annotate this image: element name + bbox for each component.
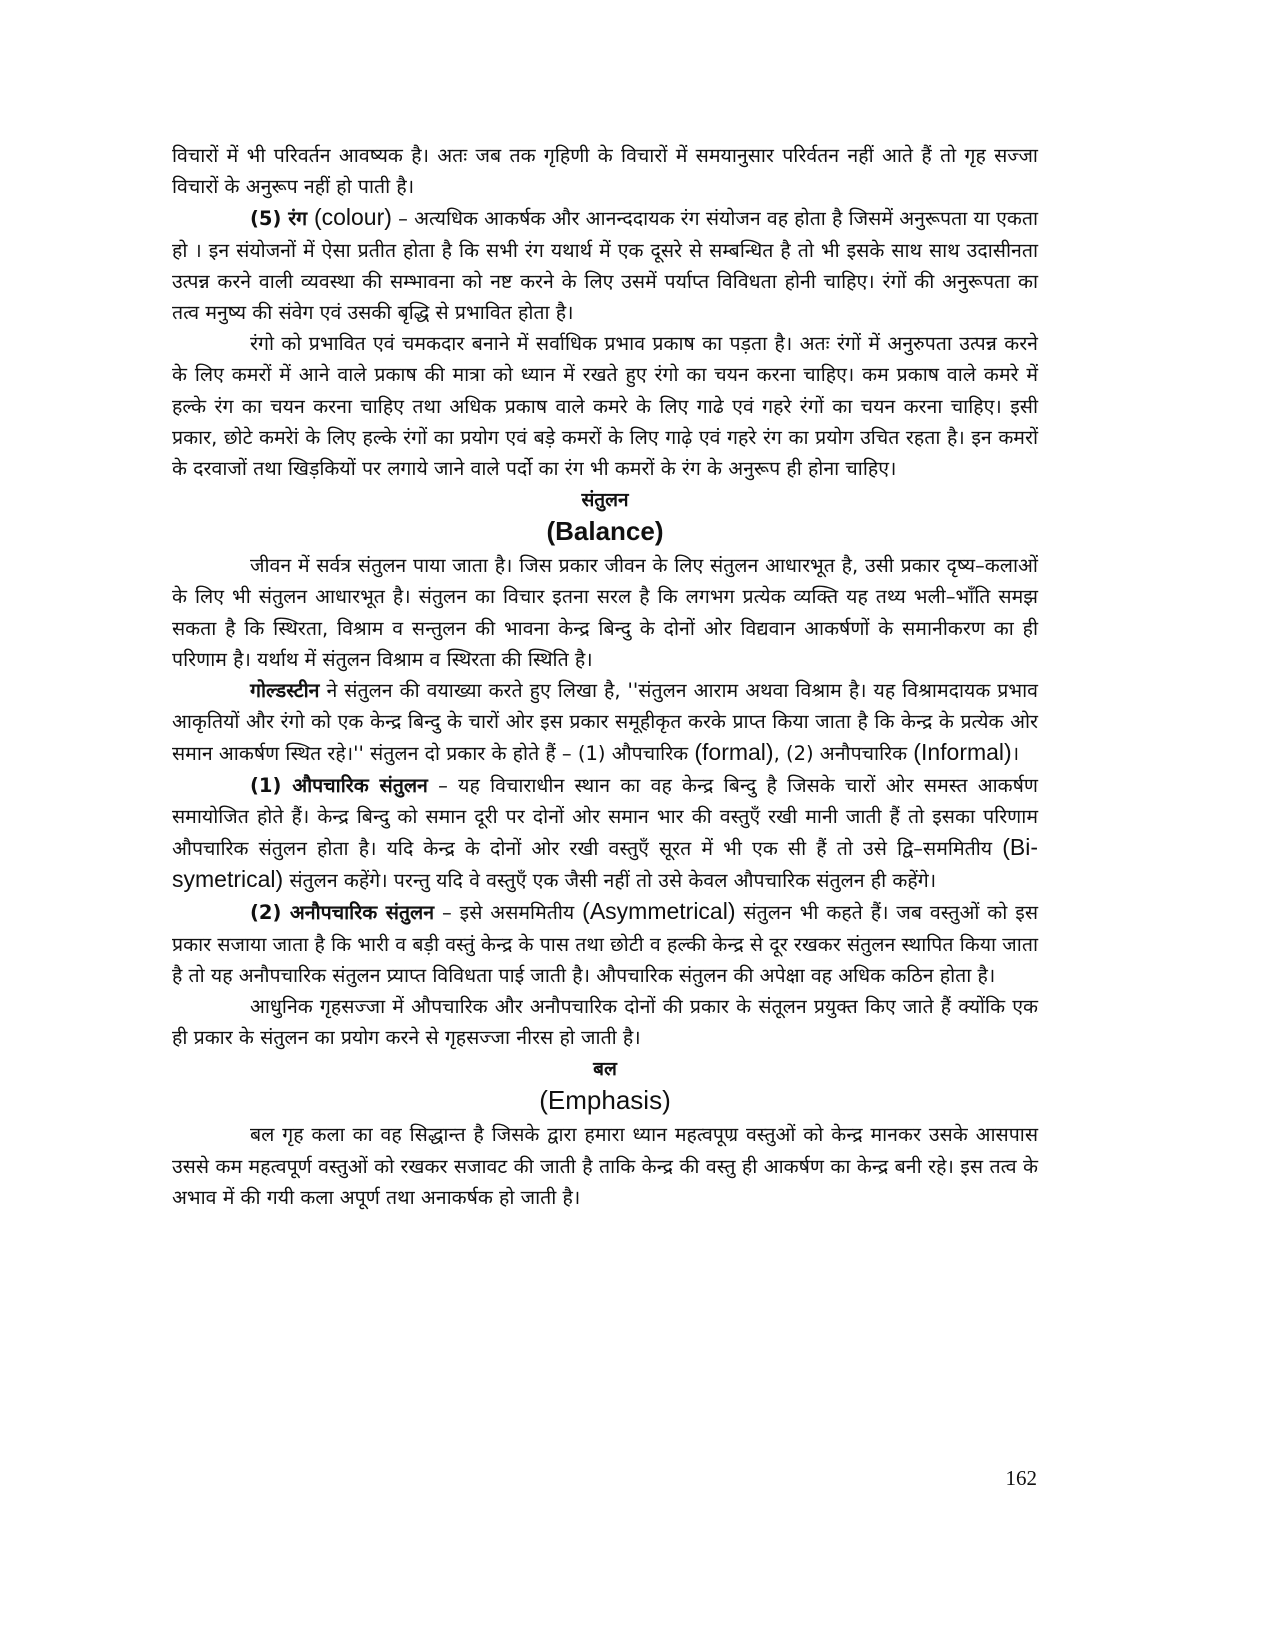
goldstein-name: गोल्डस्टीन xyxy=(250,679,320,703)
formal-balance-lead: (1) औपचारिक संतुलन xyxy=(250,773,428,797)
emphasis-paragraph: बल गृह कला का वह सिद्धान्त है जिसके द्वारा हमारा ध्यान महत्वपूण्र वस्तुओं को केन्द्र मानकर उसके आसपास उससे कम महत्वपूर्ण वस्तुओं को रखकर सजावट की जाती है ताकि केन्द्र की वस्तु ही आकर्षण का केन्द्र बनी रहे। इस तत्व के अभाव में की गयी कला अपूर्ण तथा अनाकर्षक हो जाती है। xyxy=(172,1123,1038,1209)
emphasis-heading-english: (Emphasis) xyxy=(539,1085,671,1116)
page-content xyxy=(172,140,1038,1213)
emphasis-heading-hindi: बल xyxy=(593,1058,617,1081)
informal-balance-lead: (2) अनौपचारिक संतुलन xyxy=(250,901,435,925)
informal-balance-paragraph: (2) अनौपचारिक संतुलन – इसे असममितीय (Asymmetrical) संतुलन भी कहते हैं। जब वस्तुओं को इस प्रकार सजाया जाता है कि भारी व बड़ी वस्तुं केन्द्र के पास तथा छोटी व हल्की केन्द्र से दूर रखकर संतुलन स्थापित किया जाता है तो यह अनौपचारिक संतुलन प्र्याप्त विविधता पाई जाती है। औपचारिक संतुलन की अपेक्षा वह अधिक कठिन होता है। xyxy=(172,898,1038,987)
modern-decor-paragraph: आधुनिक गृहसज्जा में औपचारिक और अनौपचारिक दोनों की प्रकार के संतूलन प्रयुक्त किए जाते हैं क्योंकि एक ही प्रकार के संतुलन का प्रयोग करने से गृहसज्जा नीरस हो जाती है। xyxy=(172,995,1038,1050)
goldstein-paragraph: गोल्डस्टीन ने संतुलन की वयाख्या करते हुए लिखा है, ''संतुलन आराम अथवा विश्राम है। यह विश्रामदायक प्रभाव आकृतियों और रंगो को एक केन्द्र बिन्दु के चारों ओर इस प्रकार समूहीकृत करके प्राप्त किया जाता है कि केन्द्र के प्रत्येक ओर समान आकर्षण स्थित रहे।'' संतुलन दो प्रकार के होते हैं – (1) औपचारिक (formal), (2) अनौपचारिक (Informal)। xyxy=(172,679,1038,766)
colour-paragraph: (5) रंग (colour) – अत्यधिक आकर्षक और आनन्ददायक रंग संयोजन वह होता है जिसमें अनुरूपता या एकता हो । इन संयोजनों में ऐसा प्रतीत होता है कि सभी रंग यथार्थ में एक दूसरे से सम्बन्धित है तो भी इसके साथ साथ उदासीनता उत्पन्न करने वाली व्यवस्था की सम्भावना को नष्ट करने के लिए उसमें पर्याप्त विविधता होनी चाहिए। रंगों की अनुरूपता का तत्व मनुष्य की संवेग एवं उसकी बृद्धि से प्रभावित होता है। xyxy=(172,204,1038,325)
intro-paragraph: विचारों में भी परिवर्तन आवष्यक है। अतः जब तक गृहिणी के विचारों में समयानुसार परिर्वतन नहीं आते हैं तो गृह सज्जा विचारों के अनुरूप नहीं हो पाती है। xyxy=(172,144,1038,199)
colour-lead: (5) रंग (colour) xyxy=(250,204,392,231)
balance-heading-hindi: संतुलन xyxy=(581,489,629,512)
page-number: 162 xyxy=(1005,1466,1037,1490)
bi-symetrical-term: (Bi-symetrical) xyxy=(172,834,1038,893)
informal-term: (Informal) xyxy=(913,739,1012,766)
formal-balance-paragraph: (1) औपचारिक संतुलन – यह विचाराधीन स्थान का वह केन्द्र बिन्दु है जिसके चारों ओर समस्त आकर्षण समायोजित होते हैं। केन्द्र बिन्दु को समान दूरी पर दोनों ओर समान भार की वस्तुएँ रखी मानी जाती हैं तो इसका परिणाम औपचारिक संतुलन होता है। यदि केन्द्र के दोनों ओर रखी वस्तुएँ सूरत में भी एक सी हैं तो उसे द्वि–सममितीय (Bi-symetrical) संतुलन कहेंगे। परन्तु यदि वे वस्तुएँ एक जैसी नहीं तो उसे केवल औपचारिक संतुलन ही कहेंगे। xyxy=(172,773,1038,893)
asymmetrical-term: (Asymmetrical) xyxy=(582,898,736,925)
balance-heading-english: (Balance) xyxy=(546,516,664,547)
balance-intro-paragraph: जीवन में सर्वत्र संतुलन पाया जाता है। जिस प्रकार जीवन के लिए संतुलन आधारभूत है, उसी प्रकार दृष्य–कलाओं के लिए भी संतुलन आधारभूत है। संतुलन का विचार इतना सरल है कि लगभग प्रत्येक व्यक्ति यह तथ्य भली–भाँति समझ सकता है कि स्थिरता, विश्राम व सन्तुलन की भावना केन्द्र बिन्दु के दोनों ओर विद्यवान आकर्षणों के समानीकरण का ही परिणाम है। यर्थाथ में संतुलन विश्राम व स्थिरता की स्थिति है। xyxy=(172,554,1038,671)
colour-light-paragraph: रंगो को प्रभावित एवं चमकदार बनाने में सर्वाधिक प्रभाव प्रकाष का पड़ता है। अतः रंगों में अनुरुपता उत्पन्न करने के लिए कमरों में आने वाले प्रकाष की मात्रा को ध्यान में रखते हुए रंगो का चयन करना चाहिए। कम प्रकाष वाले कमरे में हल्के रंग का चयन करना चाहिए तथा अधिक प्रकाष वाले कमरे के लिए गाढे एवं गहरे रंगों का चयन करना चाहिए। इसी प्रकार, छोटे कमरेां के लिए हल्के रंगों का प्रयोग एवं बड़े कमरों के लिए गाढ़े एवं गहरे रंग का प्रयोग उचित रहता है। इन कमरों के दरवाजों तथा खिड़कियों पर लगाये जाने वाले पर्दो का रंग भी कमरों के रंग के अनुरूप ही होना चाहिए। xyxy=(172,332,1038,481)
formal-term: (formal) xyxy=(694,739,774,766)
